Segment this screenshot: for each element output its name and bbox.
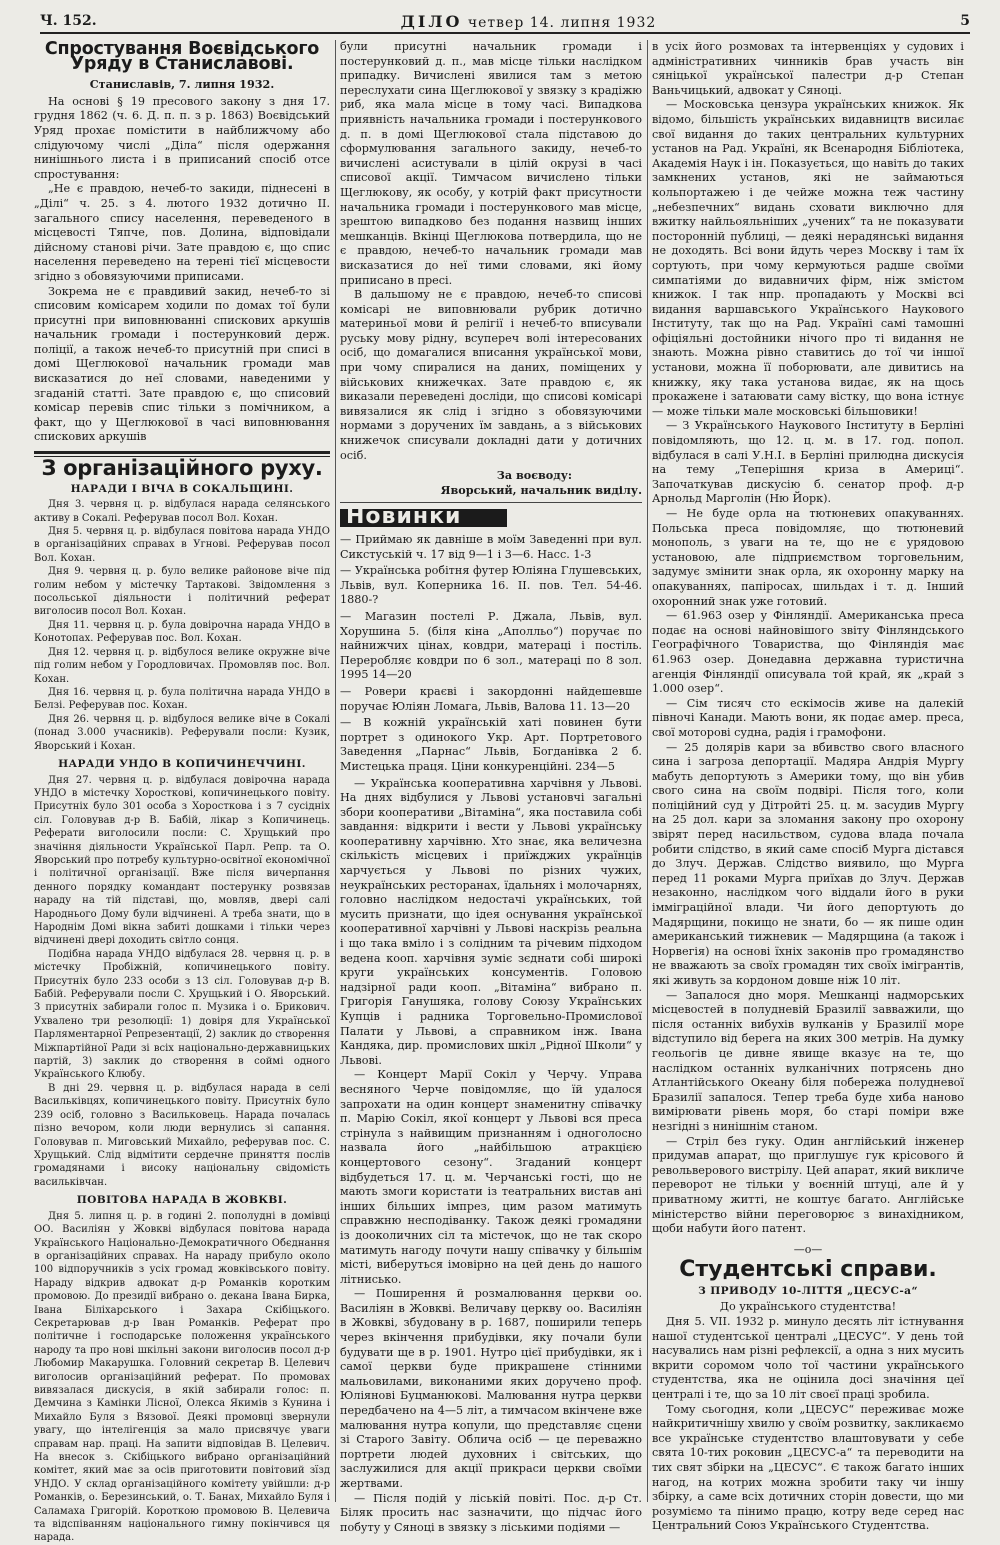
- paragraph: Тому сьогодня, коли „ЦЕСУС“ переживає може найкритичнішу хвилю у своїм розвитку, закликаємо все українське студентство влаштовувати у себе свята 10-тих роковин „ЦЕСУС-а“ та переводити на тих свят збірки на „ЦЕСУС“. Є також багато інших нагод, на котрих можна зробити таку чи іншу збірку, а саме всіх дотичних сторін довести, що ми розуміємо та пінимо працю, котру веде серед нас Центральний Союз Українського Студентства.: [652, 1402, 964, 1533]
- news-item: — Сім тисяч сто ескімосів живе на далекій півночі Канади. Мають вони, як подає амер. преса, свої моторові судна, радія і грамофони.: [652, 696, 964, 739]
- advertisement: — В кожній українській хаті повинен бути портрет з одинокого Укр. Арт. Портретового Заведення „Парнас“ Львів, Богданівка 2 б. Мистецька праця. Ціни конкуренційні. 234—5: [340, 716, 642, 773]
- column-divider: [335, 40, 336, 1502]
- advertisement: — Ровери краєві і закордонні найдешевше поручає Юліян Ломага, Львів, Валова 11. 13—20: [340, 684, 642, 713]
- column-2: [340, 40, 642, 1534]
- news-item: — 61.963 озер у Фінляндії. Американська преса подає на основі найновішого звіту Фінляндського Географічного Товариства, що Фінляндія має 61.963 озер. Донедавна державна туристична агенція Фінляндії описувала той край, як „край з 1.000 озер“.: [652, 609, 964, 696]
- subheading-kopychyntsi: НАРАДИ УНДО В КОПИЧИНЕЧЧИНІ.: [58, 757, 306, 770]
- subheading-appeal: До українського студентства!: [719, 1300, 897, 1314]
- paragraph: В дальшому не є правдою, нечеб-то списові комісарі не виповнювали рубрик дотично материньої мови й релігії і нечеб-то вписували руську мову рідну, всупереч волі інтересованих осіб, що домагалися вписання української мови, при чому спиралися на даних, поміщених у військових книжечках. Зате правдою є, як виказали переведені досліди, що списові комісарі вивязалися як слід і згідно з обовязуючими нормами з доручених їм завдань, а з військових книжечок списували докладні дати у дотичних осіб.: [340, 288, 642, 462]
- dateline: Станиславів, 7. липня 1932.: [89, 77, 275, 92]
- subheading-sokal: НАРАДИ І ВІЧА В СОКАЛЬЩИНІ.: [70, 482, 294, 495]
- news-item: в усіх його розмовах та інтервенціях у судових і адміністративних чинників брав участь він сяніцької української палестри д-р Степан Ваньчицький, адвокат у Сяноці.: [652, 40, 964, 97]
- news-banner: Новинки: [340, 509, 507, 527]
- subheading-cesus: З ПРИВОДУ 10-ЛІТТЯ „ЦЕСУС-а“: [698, 1284, 918, 1297]
- news-item: — Не буде орла на тютюневих опакуваннях. Польська преса повідомляє, що тютюневий монополь, з уваги на те, що не є урядовою установою, але підприємством торговельним, задумує змінити знак орла, як охоронну марку на опакуваннях, папіросах, шильдах і т. д. Інший охоронний знак уже готовий.: [652, 507, 964, 608]
- advertisement: — Приймаю як давніше в моїм Заведенні при вул. Сикстуській ч. 17 від 9—1 і 3—6. Насс. 1-3: [340, 533, 642, 561]
- paragraph: Дня 27. червня ц. р. відбулася довірочна нарада УНДО в містечку Хоросткові, копичинецького повіту. Присутніх було 301 особа з Хоросткова і з 7 сусідніх сіл. Головував д-р В. Бабій, лікар з Копичинець. Реферати виголосили посли: С. Хрущький про значіння діяльности Української Парл. Репр. та О. Яворський про потребу культурно-освітної економічної і політичної організації. Вже після вичерпання денного порядку командант постерунку розвязав нараду на тій підставі, що, мовляв, двері салі Народнього Дому були відчинені. А треба знати, що в Народнім Домі вікна забиті дошками і тільки через відчинені двері доходить світло сонця.: [34, 774, 330, 947]
- paragraph: Подібна нарада УНДО відбулася 28. червня ц. р. в містечку Пробіжній, копичинецького повіту. Присутніх було 233 особи з 13 сіл. Головував д-р В. Бабій. Реферували посли С. Хрущький і О. Яворський. З присутніх забирали голос п. Музика і о. Брикович. Ухвалено три резолюції: 1) довіря для Української Парляментарної Репрезентації, 2) заклик до створення Міжпартійної Ради зі всіх національно-державницьких партій, 3) заклик до створення в соймі одного Українського Клюбу.: [34, 948, 330, 1081]
- subheading-zhovkva: ПОВІТОВА НАРАДА В ЖОВКВІ.: [76, 1194, 288, 1207]
- paragraph: Дня 12. червня ц. р. відбулося велике окружне віче під голим небом у Городловичах. Промовляв пос. Вол. Кохан.: [34, 646, 330, 685]
- paragraph: Дня 5. липня ц. р. в годині 2. пополудні в домівці ОО. Василіян у Жовкві відбулася повітова нарада Українського Національно-Демократичного Обєднання в організаційних справах. На нараду прибуло около 100 відпоручників з усіх громад жовківського повіту. Нараду відкрив адвокат д-р Романків коротким промовою. До президії вибрано о. декана Івана Бирка, Івана Біліхарського і Захара Скібіцького. Секретарював д-р Іван Романків. Реферат про політичне і господарське положення українського народу та про нові шкільні закони виголосив посол д-р Любомир Макарушка. Головний секретар В. Целевич виголосив організаційний реферат. По промовах вивязалася дискусія, в якій забирали голос: п. Демчина з Камінки Лісної, Олекса Якимів з Кунина і Михайло Буля з Вязової. Деякі промовці звернули увагу, що інтелігенція за мало присвячує уваги справам нар. праці. На запити відповідав В. Целевич. На внесок з. Скібіцького вибрано організаційний комітет, який має за осів приготовити повітовий зїзд УНДО. У склад організаційного комітету увійшли: д-р Романків, о. Березинський, о. Т. Банах, Михайло Буля і Саламаха Григорій. Короткою промовою В. Целевича та відспіванням національного гимну покінчився ця нарада.: [34, 1210, 330, 1544]
- paragraph: Дня 3. червня ц. р. відбулася нарада селянського активу в Сокалі. Реферував посол Вол. Кохан.: [34, 499, 330, 524]
- section-heading-organization: З організаційного руху.: [41, 456, 323, 481]
- news-item: — Після подій у ліській повіті. Пос. д-р Ст. Біляк просить нас зазначити, що підчас його побуту у Сяноці в звязку з ліськими подіями —: [340, 1491, 642, 1534]
- paragraph: Дня 9. червня ц. р. було велике районове віче під голим небом у містечку Тартакові. Звідомлення з посольської діяльности і політичний реферат виголосив посол Вол. Кохан.: [34, 566, 330, 618]
- advertisement: — Магазин постелі Р. Джала, Львів, вул. Хорушина 5. (біля кіна „Аполльо“) поручає по найнижчих цінах, ковдри, матераці і постіль. Переробляє ковдри по 6 зол., матераці по 8 зол. 1995 14—20: [340, 609, 642, 682]
- headline-refutation: Спростування Воєвідського Уряду в Станиславові.: [44, 39, 320, 74]
- paragraph: „Не є правдою, нечеб-то закиди, піднесені в „Ділі“ ч. 25. з 4. лютого 1932 дотично II. загального спису населення, переведеного в місцевості Тяпче, пов. Долина, відповідали дійсному станові річи. Зате правдою є, що спис населення переведено на терені тієї місцевости згідно з обовязуючими приписами.: [34, 182, 330, 283]
- paragraph: Дня 5. червня ц. р. відбулася повітова нарада УНДО в організаційних справах в Угнові. Реферував посол Вол. Кохан.: [34, 526, 330, 564]
- separator: —о—: [793, 1242, 823, 1256]
- news-item: — З Українського Наукового Інституту в Берліні повідомляють, що 12. ц. м. в 17. год. попол. відбулася в салі У.Н.І. в Берліні прилюдна дискусія на тему „Теперішня криза в Америці“. Започаткував дискусію б. сенатор проф. д-р Арнольд Марголін (Ню Йорк).: [652, 419, 964, 506]
- divider: [340, 502, 642, 503]
- newspaper-title: ДІЛО: [400, 11, 463, 31]
- paragraph: На основі § 19 пресового закону з дня 17. грудня 1862 (ч. 6. Д. п. п. з р. 1863) Воєвідський Уряд прохає помістити в найближчому або слідуючому числі „Діла“ після одержання нинішнього листа і в приписаний спосіб отсе спростування:: [34, 94, 330, 181]
- paragraph: Дня 5. VII. 1932 р. минуло десять літ істнування нашої студентської централі „ЦЕСУС“. У день той насувались нам різні рефлексії, а одна з них мусить вкрити соромом чоло тої частини українського студентства, яка не оцінила досі значіння цеї централі і те, що за 10 літ своєї праці зробила.: [652, 1315, 964, 1402]
- paragraph: були присутні начальник громади і постерунковий д. п., мав місце тільки наслідком припадку. Вичислені явилися там з метою переслухати сина Щеглюкової у звязку з крадіжю риб, яка мала місце в тому часі. Випадкова приявність начальника громади і постерункового д. п. в домі Щеглюкової стала підставою до сформулювання загального закиду, нечеб-то вичислені асистували в цілій окрузі в часі списової акції. Тимчасом вичислено тільки Щеглюкову, як особу, у котрій факт присутности начальника громади і постерункового мав місце, зрештою випадково без подання назвищ інших мешканців. Вкінці Щеглюкова потвердила, що не є правдою, нечеб-то начальник громади мав висказатися до неї тими словами, які йому приписано в пресі.: [340, 40, 642, 287]
- news-item: — Концерт Марії Сокіл у Черчу. Управа весняного Черче повідомляє, що їй удалося запрохати на один концерт знаменитну співачку п. Марію Сокіл, якої концерт у Львові вся преса стрінула з найвищим признанням і одноголосно назвала його „найбільшою атракцією концертового сезону“. Згаданий концерт відбудеться 17. ц. м. Черчанські гості, що не мають змоги користати із театральних вистав ані інших більших імпрез, цим разом матимуть справжню несподіванку. Також деякі громадяни із дооколичних сіл та містечок, що не так скоро матимуть нагоду почути нашу співачку у більшім місті, виберуться імовірно на цей день до нашого літнисько.: [340, 1068, 642, 1286]
- news-item: — Українська кооперативна харчівня у Львові. На днях відбулися у Львові установчі загальні збори кооперативи „Вітаміна“, яка поставила собі завдання: відкрити і вести у Львові українську кооперативну харчівню. Хто знає, яка величезна скількість місцевих і приїжджих українців харчується у Львові по різних чужих, неукраїнських ресторанах, їдальнях і молочарнях, головно наслідком недостачі українських, той мусить признати, що ідея оснування української кооперативної харчівні у Львові наскрізь реальна і що така вміло і з солідним та річевим підходом ведена кооп. харчівня зуміє зєднати собі широкі круги українських консументів. Головою надзірної ради кооп. „Вітаміна“ вибрано п. Григорія Ганушяка, голову Союзу Українських Купців і радника Торговельно-Промислової Палати у Львові, а справником інж. Івана Кандяка, дир. промислових шкіл „Рідної Школи“ у Львові.: [340, 776, 642, 1067]
- news-item: — Запалося дно моря. Мешканці надморських місцевостей в полудневій Бразилії завважили, що після останніх вибухів вулканів у Бразилії море відступило від берега на яких 300 метрів. На думку геольогів це дивне явище вказує на те, що наслідком останніх вулканічних потрясень дно Атлантійського Океану біля побережа полудневої Бразилії запалося. Тепер треба буде хиба наново вимірювати рівень моря, бо старі поміри вже незгідні з нинішнім станом.: [652, 988, 964, 1133]
- paragraph: Дня 26. червня ц. р. відбулося велике віче в Сокалі (понад 3.000 учасників). Реферували посли: Кузик, Яворський і Кохан.: [34, 713, 330, 752]
- headline-student-affairs: Студентські справи.: [679, 1257, 937, 1283]
- masthead: [40, 10, 970, 34]
- paragraph: Зокрема не є правдивий закид, нечеб-то зі списовим комісарем ходили по домах тої були присутні при виповнюванні спискових аркушів начальник громади і постерунковий держ. поліції, а також нечеб-то присутній при списі в домі Щеглюкової начальник громади мав висказатися до неї словами, наведеними у згаданій статті. Зате правдою є, що списовий комісар перевів спис тільки з помічником, а факт, що у Щеглюкової в часі виповнювання спискових аркушів: [34, 284, 330, 444]
- news-item: — 25 долярів кари за вбивство свого власного сина і загроза депортації. Мадяра Андрія Мургу мабуть депортують з Америки тому, що він убив свого сина на своїм подвірі. Після того, коли поліційний суд у Дітройті 25. ц. м. засудив Мургу на 25 дол. кари за зломання закону про охорону звірят перед насильством, судова влада почала робити слідство, в який саме спосіб Мурга дістався до Злуч. Держав. Слідство виявило, що Мурга перед 11 роками Мурга приїхав до Злуч. Держав незаконно, наслідком чого віддали його в руки імміграційної влади. Чи його депортують до Мадярщини, покищо не знати, бо — як пише один американський тижневик — Мадярщина (а також і Норвегія) на основі їхніх законів про громадянство не вважають за своїх громадян тих своїх імігрантів, які живуть за кордоном довше ніж 10 літ.: [652, 740, 964, 987]
- masthead-center: [401, 12, 657, 31]
- column-1: [34, 39, 330, 1544]
- column-3: [652, 40, 964, 1533]
- news-item: — Московська цензура українських книжок. Як відомо, більшість українських видавництв висилає свої видання до таких центральних культурних установ на Рад. Україні, як Всенародня Бібліотека, Академія Наук і ін. Показується, що навіть до таких замкнених установ, які не займаються кольпортажею і де чейже можна теж частину „небезпечних“ видань сховати виключно для вжитку найльояльніших „учених“ та не показувати посторонній публиці, — деякі нерадянські видання не доходять. Всі вони йдуть через Москву і там їх сортують, при чому кермуються радше своїми симпатіями до видавничих фірм, ніж змістом книжок. І так нпр. пропадають у Москві всі видання варшавського Українського Наукового Інституту, так що на Рад. Україні самі тамошні офіціяльні достойники нічого про ті видання не знають. Можна рівно ставитись до тої чи іншої установи, можна її поборювати, але дивитись на книжку, яку така установа видає, як на щось прокажене і затаювати саму вістку, що вона істнує — може тільки мале московські більшовики!: [652, 98, 964, 418]
- column-divider: [647, 40, 648, 1502]
- news-item: — Стріл без гуку. Один англійський інженер придумав апарат, що приглушує гук крісового й револьверового вистрілу. Цей апарат, який викличе переворот не тільки у воєнній штуці, але й у приватному житті, не коштує багато. Англійське міністерство війни переговорює з винахідником, щоби набути його патент.: [652, 1134, 964, 1236]
- advertisement: — Українська робітня футер Юліяна Глушевських, Львів, вул. Коперника 16. II. пов. Тел. 54-46. 1880-?: [340, 564, 642, 607]
- issue-number: Ч. 152.: [40, 13, 97, 29]
- paragraph: В дні 29. червня ц. р. відбулася нарада в селі Васильківцях, копичинецького повіту. Присутніх було 239 осіб, головно з Васильковець. Нарада почалась пізно вечором, коли люди вернулись зі сапання. Головував п. Миговський Михайло, реферував пос. С. Хрущький. Слід відмітити сердечне приняття послів громадянами і високу національну свідомість васильківчан.: [34, 1082, 330, 1188]
- paragraph: Дня 11. червня ц. р. була довірочна нарада УНДО в Конотопах. Реферував пос. Вол. Кохан.: [34, 619, 330, 645]
- signature-label: За воєводу:: [496, 468, 572, 483]
- signature-name: Яворський, начальник виділу.: [440, 482, 642, 497]
- paragraph: Дня 16. червня ц. р. була політична нарада УНДО в Белзі. Реферував пос. Кохан.: [34, 686, 330, 712]
- news-item: — Поширення й розмалювання церкви оо. Василіян в Жовкві. Величаву церкву оо. Василіян в Жовкві, збудовану в р. 1687, поширили теперь через вкінчення прибудівки, яку почали були будувати ще в р. 1901. Нутро цієї прибудівки, як і самої церкви буде прикрашене стінними мальовилами, виконаними яких доручено проф. Юліянові Буцманюкові. Малювання нутра церкви передбачено на 4—5 літ, а тимчасом вкінчене вже малювання нутра копули, що представляє сцени зі Старого Завіту. Облича осіб — це переважно портрети людей духовних і світських, що заслужилися для акції прикраси церкви своїми жертвами.: [340, 1287, 642, 1490]
- page-number: 5: [960, 13, 970, 29]
- issue-date: четвер 14. липня 1932: [467, 14, 657, 31]
